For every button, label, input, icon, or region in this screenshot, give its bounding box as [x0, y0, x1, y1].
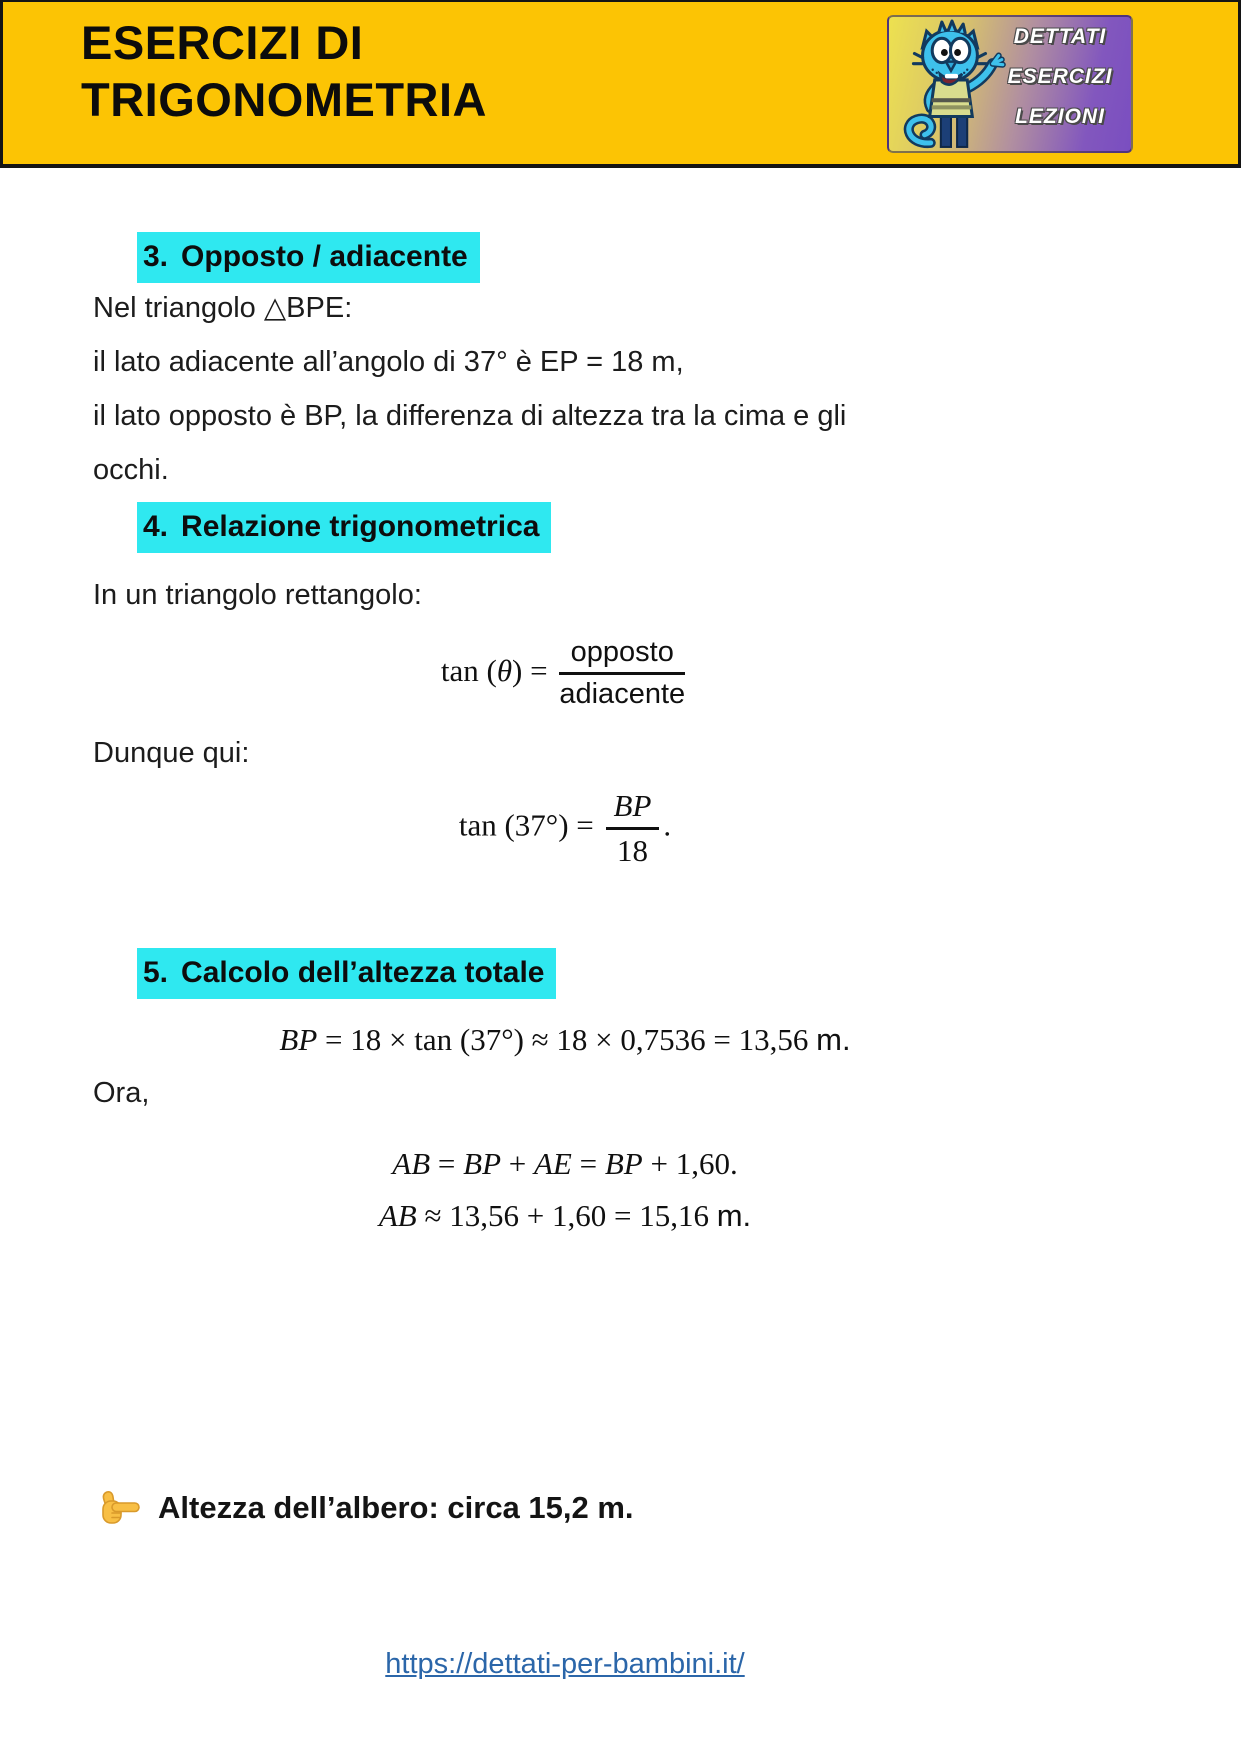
paragraph-rectangle — [93, 568, 1053, 622]
cat-mascot-icon — [893, 19, 1011, 151]
result-line — [98, 1486, 634, 1530]
formula-variable: BP — [279, 1022, 318, 1057]
formula-tan-generic — [93, 636, 1037, 712]
paragraph-line: Ora, — [93, 1077, 150, 1109]
paragraph-line: il lato adiacente all’angolo di 37° è EP = 18 m, — [93, 346, 684, 378]
paragraph-line: Nel triangolo △BPE: — [93, 292, 353, 324]
paragraph-line: In un triangolo rettangolo: — [93, 579, 422, 611]
page-title-line1: ESERCIZI DI — [81, 16, 364, 69]
formula-variable: BP — [463, 1146, 502, 1181]
fraction — [606, 788, 660, 868]
site-logo — [887, 15, 1133, 153]
formula-bp-calc — [93, 1022, 1037, 1058]
fraction-denominator: adiacente — [559, 678, 686, 711]
formula-expression: ≈ 13,56 + 1,60 = 15,16 — [416, 1198, 717, 1233]
formula-function: tan (37°) = — [458, 807, 602, 843]
formula-period: . — [663, 807, 672, 843]
formula-operator: = — [430, 1146, 464, 1181]
fraction-denominator: 18 — [616, 832, 648, 868]
formula-tan-37 — [93, 788, 1037, 868]
formula-ab-calc — [93, 1198, 1037, 1234]
formula-unit: m. — [716, 1198, 752, 1233]
formula-ab-def — [93, 1146, 1037, 1182]
pointing-right-hand-icon — [98, 1486, 142, 1530]
formula-operator: + — [501, 1146, 534, 1181]
formula-equals: ) = — [512, 652, 556, 688]
paragraph-ora — [93, 1066, 1053, 1120]
formula-variable: AE — [534, 1146, 572, 1181]
header-band — [0, 0, 1241, 168]
formula-operator: = — [571, 1146, 605, 1181]
result-text: Altezza dell’albero: circa 15,2 m. — [158, 1490, 634, 1525]
logo-word-esercizi: ESERCIZI — [1007, 65, 1113, 88]
logo-wordmark — [997, 25, 1123, 145]
fraction-numerator: opposto — [559, 636, 685, 675]
section-heading-4 — [137, 502, 551, 553]
paragraph-line: occhi. — [93, 454, 169, 486]
formula-variable: BP — [604, 1146, 643, 1181]
section-number: 4. — [143, 510, 169, 543]
paragraph-line: Dunque qui: — [93, 737, 250, 769]
page-title-line2: TRIGONOMETRIA — [81, 73, 487, 126]
section-heading-3 — [137, 232, 480, 283]
section-label: Relazione trigonometrica — [181, 510, 540, 543]
site-link[interactable]: https://dettati-per-bambini.it/ — [385, 1648, 745, 1680]
formula-expression: + 1,60. — [642, 1146, 738, 1181]
section-number: 5. — [143, 956, 169, 989]
formula-variable: AB — [378, 1198, 417, 1233]
footer — [93, 1648, 1037, 1681]
paragraph-dunque — [93, 726, 1053, 780]
formula-unit: m. — [816, 1022, 851, 1057]
formula-variable: AB — [392, 1146, 431, 1181]
page-title — [81, 14, 487, 128]
fraction-numerator: BP — [606, 788, 660, 830]
formula-function: tan ( — [440, 652, 497, 688]
formula-variable-theta: θ — [496, 652, 513, 688]
section-heading-5 — [137, 948, 556, 999]
logo-word-dettati: DETTATI — [1013, 25, 1107, 48]
paragraph-line: il lato opposto è BP, la differenza di altezza tra la cima e gli — [93, 400, 847, 432]
section-number: 3. — [143, 240, 169, 273]
formula-expression: = 18 × tan (37°) ≈ 18 × 0,7536 = 13,56 — [317, 1022, 817, 1057]
section-label: Opposto / adiacente — [181, 240, 468, 273]
section-label: Calcolo dell’altezza totale — [181, 956, 545, 989]
paragraph-triangle — [93, 281, 1053, 497]
fraction — [559, 636, 685, 712]
logo-word-lezioni: LEZIONI — [1015, 105, 1105, 128]
